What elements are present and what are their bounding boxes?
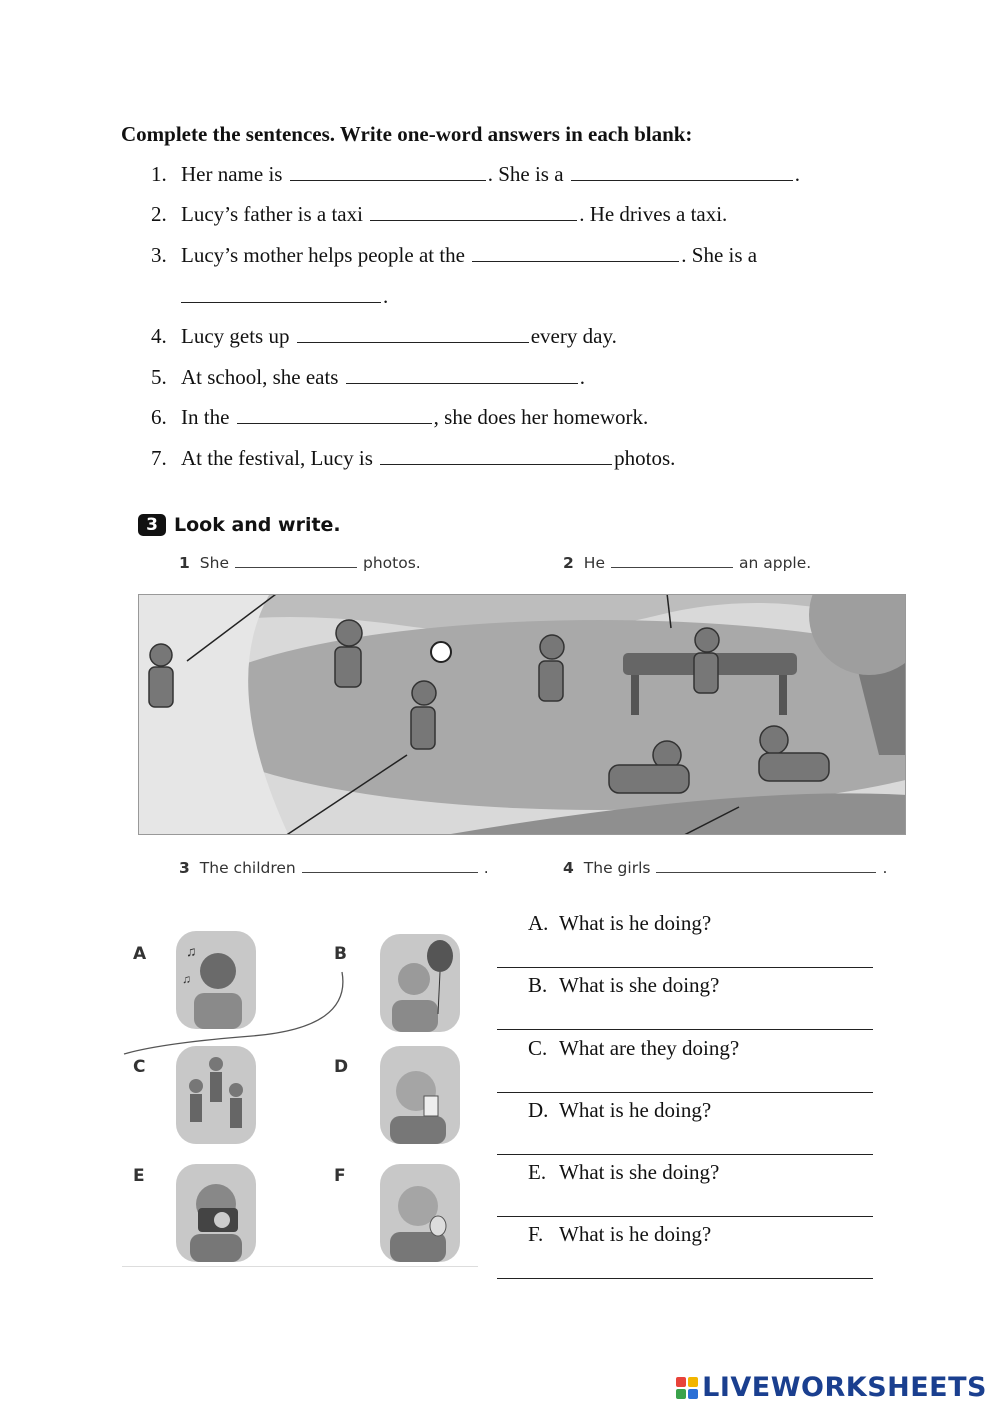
- boy-eating-drawing: [380, 1164, 460, 1262]
- question-number: 4.: [151, 324, 167, 348]
- question-text: . She is a: [681, 243, 758, 267]
- question-text: What is she doing?: [559, 1160, 720, 1184]
- question-text: At school, she eats: [181, 365, 339, 389]
- picture-question-c: [528, 1036, 739, 1061]
- question-text: .: [383, 284, 389, 308]
- question-text: .: [794, 162, 801, 186]
- picture-question-d: [528, 1098, 711, 1123]
- item-text: He: [583, 554, 605, 572]
- question-text: .: [579, 365, 585, 389]
- question-text: photos.: [614, 446, 676, 470]
- picture-letter: F: [334, 1166, 346, 1186]
- question-text: every day.: [530, 324, 617, 348]
- exercise-title: Look and write.: [174, 514, 341, 536]
- question-text: Lucy’s mother helps people at the: [181, 243, 466, 267]
- item-number: 3: [179, 859, 190, 877]
- picture-e-girl-camera: [176, 1164, 256, 1262]
- item-text: photos.: [363, 554, 421, 572]
- picture-question-f: [528, 1222, 711, 1247]
- picture-letter: E: [133, 1166, 145, 1186]
- item-text: .: [882, 859, 888, 877]
- question-letter: C.: [528, 1036, 548, 1060]
- question-text: At the festival, Lucy is: [181, 446, 373, 470]
- question-3-continued: [181, 284, 388, 309]
- question-text: . He drives a taxi.: [579, 202, 728, 226]
- question-number: 2.: [151, 202, 167, 226]
- answer-blank[interactable]: [302, 862, 478, 873]
- picture-question-b: [528, 973, 719, 998]
- item-text: an apple.: [739, 554, 812, 572]
- answer-line-e[interactable]: [497, 1216, 873, 1217]
- question-text: What is he doing?: [559, 1222, 712, 1246]
- question-4: [151, 324, 617, 349]
- look-write-item-2: [563, 554, 811, 572]
- answer-blank[interactable]: [297, 324, 529, 343]
- question-letter: A.: [528, 911, 549, 935]
- question-text: What is he doing?: [559, 1098, 712, 1122]
- answer-line-f[interactable]: [497, 1278, 873, 1279]
- children-dancing-drawing: [176, 1046, 256, 1144]
- item-text: The girls: [583, 859, 651, 877]
- question-letter: F.: [528, 1222, 544, 1246]
- svg-text:♫: ♫: [186, 945, 197, 960]
- logo-icon: [676, 1377, 698, 1399]
- question-letter: D.: [528, 1098, 549, 1122]
- question-number: 5.: [151, 365, 167, 389]
- item-text: The children: [199, 859, 296, 877]
- picture-question-e: [528, 1160, 719, 1185]
- question-text: What is he doing?: [559, 911, 712, 935]
- look-write-item-3: [179, 859, 489, 877]
- question-number: 1.: [151, 162, 167, 186]
- divider: [122, 1266, 478, 1267]
- girl-camera-drawing: [176, 1164, 256, 1262]
- answer-blank[interactable]: [346, 365, 578, 384]
- connector-line: [122, 968, 352, 1058]
- item-number: 1: [179, 554, 190, 572]
- answer-line-d[interactable]: [497, 1154, 873, 1155]
- question-letter: B.: [528, 973, 548, 997]
- question-1: [151, 162, 800, 187]
- answer-blank[interactable]: [611, 557, 733, 568]
- park-scene-drawing: [139, 595, 906, 835]
- picture-letter: C: [133, 1057, 146, 1077]
- answer-blank[interactable]: [571, 162, 793, 181]
- question-number: 6.: [151, 405, 167, 429]
- item-text: She: [199, 554, 229, 572]
- answer-blank[interactable]: [290, 162, 486, 181]
- exercise-3-title: [138, 514, 341, 536]
- park-scene-illustration: [138, 594, 906, 835]
- answer-blank[interactable]: [656, 862, 876, 873]
- question-text: What is she doing?: [559, 973, 720, 997]
- instructions: Complete the sentences. Write one-word answers in each blank:: [121, 122, 693, 146]
- question-text: What are they doing?: [559, 1036, 740, 1060]
- look-write-item-1: [179, 554, 421, 572]
- item-number: 2: [563, 554, 574, 572]
- answer-blank[interactable]: [380, 446, 612, 465]
- picture-question-a: [528, 911, 711, 936]
- picture-letter: A: [133, 944, 147, 964]
- answer-blank[interactable]: [472, 243, 679, 262]
- question-text: . She is a: [487, 162, 564, 186]
- answer-blank[interactable]: [370, 202, 577, 221]
- question-text: In the: [181, 405, 230, 429]
- question-text: , she does her homework.: [433, 405, 649, 429]
- logo-text: LIVEWORKSHEETS: [702, 1372, 987, 1403]
- answer-line-b[interactable]: [497, 1029, 873, 1030]
- picture-f-boy-eating: [380, 1164, 460, 1262]
- answer-blank[interactable]: [235, 557, 357, 568]
- exercise-number-badge: 3: [138, 514, 166, 536]
- question-5: [151, 365, 585, 390]
- question-2: [151, 202, 727, 227]
- picture-letter: D: [334, 1057, 349, 1077]
- question-7: [151, 446, 675, 471]
- question-text: Her name is: [181, 162, 283, 186]
- liveworksheets-logo[interactable]: [676, 1372, 987, 1403]
- boy-drinking-drawing: [380, 1046, 460, 1144]
- question-number: 7.: [151, 446, 167, 470]
- answer-line-a[interactable]: [497, 967, 873, 968]
- answer-line-c[interactable]: [497, 1092, 873, 1093]
- look-write-item-4: [563, 859, 887, 877]
- question-text: Lucy’s father is a taxi: [181, 202, 363, 226]
- question-3: [151, 243, 757, 268]
- picture-d-boy-drinking: [380, 1046, 460, 1144]
- answer-blank[interactable]: [181, 284, 381, 303]
- question-number: 3.: [151, 243, 167, 267]
- picture-letter: B: [334, 944, 347, 964]
- item-number: 4: [563, 859, 574, 877]
- svg-text:♫: ♫: [182, 972, 191, 986]
- item-text: .: [483, 859, 489, 877]
- question-6: [151, 405, 648, 430]
- question-letter: E.: [528, 1160, 547, 1184]
- answer-blank[interactable]: [237, 405, 432, 424]
- girl-balloon-drawing: [380, 934, 460, 1032]
- picture-b-girl-balloon: [380, 934, 460, 1032]
- question-text: Lucy gets up: [181, 324, 290, 348]
- picture-c-children-dancing: [176, 1046, 256, 1144]
